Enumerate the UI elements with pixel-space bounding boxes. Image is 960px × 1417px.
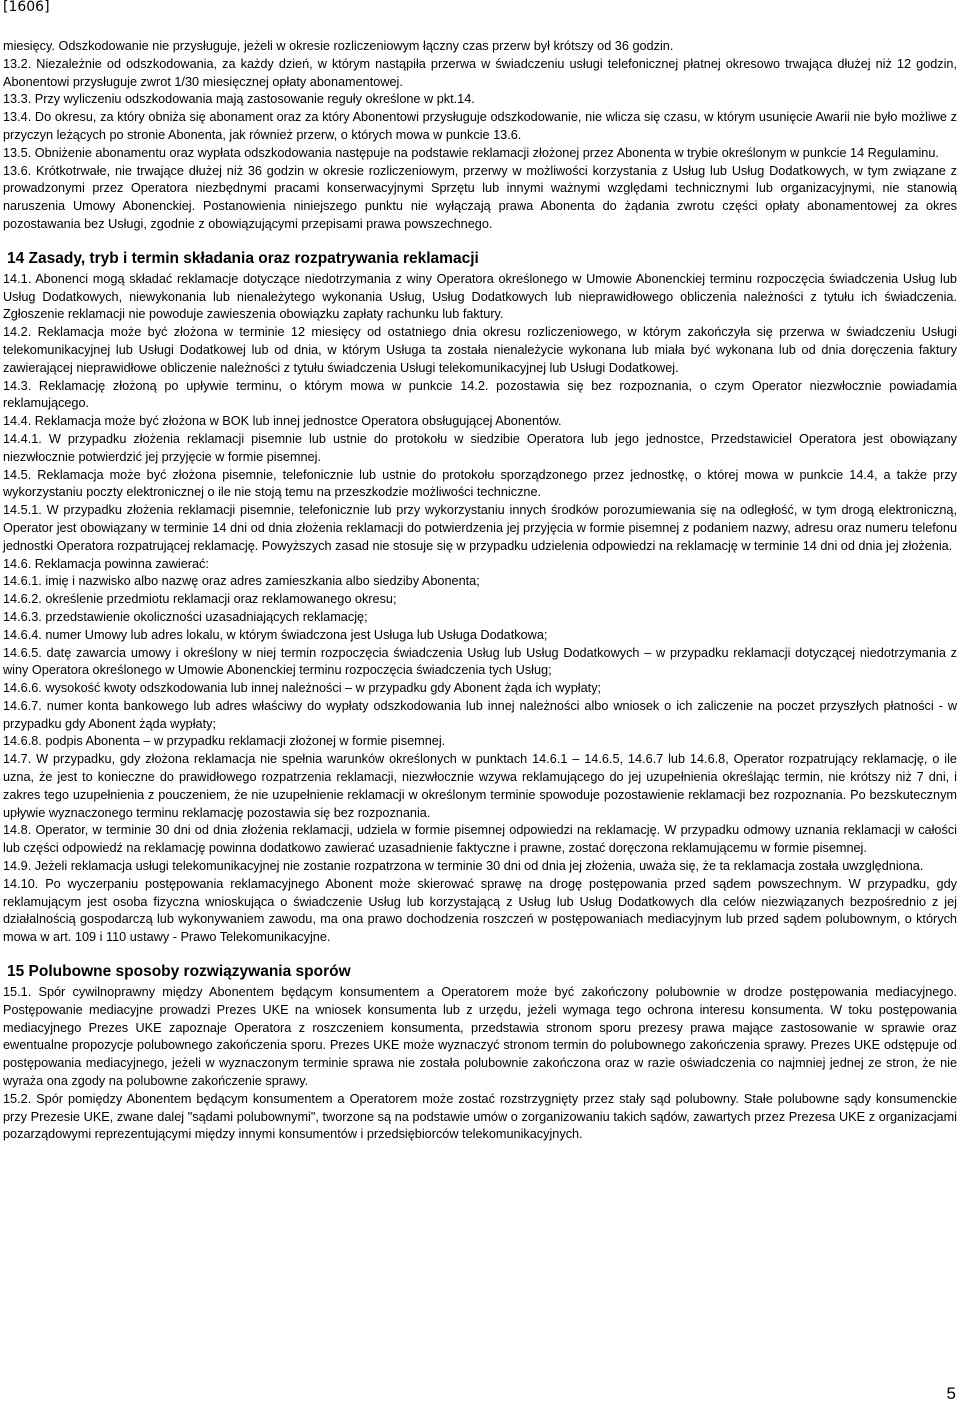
paragraph: 14.8. Operator, w terminie 30 dni od dnia złożenia reklamacji, udziela w formie pisemnej odpowiedzi na reklamację. W przypadku odmowy uznania reklamacji w całości lub części odpowiedź na reklamację powinna dodatkowo zawierać uzasadnienie faktyczne i prawne, zostać doręczona reklamującemu w formie pisemnej.	[3, 823, 957, 856]
page-number: 5	[946, 1384, 956, 1403]
section-heading: 15 Polubowne sposoby rozwiązywania sporów	[7, 963, 351, 981]
paragraph: 14.6. Reklamacja powinna zawierać:	[3, 556, 209, 571]
list-item: 14.6.6. wysokość kwoty odszkodowania lub innej należności – w przypadku gdy Abonent żąda ich wypłaty;	[3, 681, 602, 696]
paragraph: 14.3. Reklamację złożoną po upływie terminu, o którym mowa w punkcie 14.2. pozostawia się bez rozpoznania, o czym Operator niezwłocznie powiadamia reklamującego.	[3, 378, 957, 411]
list-item: 14.6.4. numer Umowy lub adres lokalu, w którym świadczona jest Usługa lub Usługa Dodatkowa;	[3, 627, 548, 642]
list-item: 14.6.7. numer konta bankowego lub adres właściwy do wypłaty odszkodowania lub innej należności albo wniosek o ich zaliczenie na poczet przyszłych płatności - w przypadku gdy Abonent żąda wypłaty;	[3, 698, 957, 731]
paragraph: 14.5.1. W przypadku złożenia reklamacji pisemnie, telefonicznie lub przy wykorzystaniu innych środków porozumiewania się na odległość, w tym drogą elektroniczną, Operator jest obowiązany w terminie 14 dni od dnia złożenia reklamacji do potwierdzenia jej przyjęcia w formie pisemnej z podaniem nazwy, adresu oraz numeru telefonu jednostki Operatora rozpatrującej reklamację. Powyższych zasad nie stosuje się w przypadku udzielenia odpowiedzi na reklamację w terminie 14 dni od dnia jej złożenia.	[3, 503, 957, 553]
paragraph: 13.2. Niezależnie od odszkodowania, za każdy dzień, w którym nastąpiła przerwa w świadczeniu usługi telefonicznej płatnej okresowo trwająca dłużej niż 12 godzin, Abonentowi przysługuje zwrot 1/30 miesięcznej opłaty abonamentowej.	[3, 56, 957, 89]
paragraph: 13.5. Obniżenie abonamentu oraz wypłata odszkodowania następuje na podstawie reklamacji złożonej przez Abonenta w trybie określonym w punkcie 14 Regulaminu.	[3, 145, 939, 160]
paragraph: 14.5. Reklamacja może być złożona pisemnie, telefonicznie lub ustnie do protokołu sporządzonego przez jednostkę, o której mowa w punkcie 14.4, a także przy wykorzystaniu poczty elektronicznej o ile nie stoją temu na przeszkodzie możliwości techniczne.	[3, 467, 957, 500]
paragraph: 14.9. Jeżeli reklamacja usługi telekomunikacyjnej nie zostanie rozpatrzona w terminie 30 dni od dnia jej złożenia, uważa się, że ta reklamacja została uwzględniona.	[3, 859, 924, 874]
list-item: 14.6.3. przedstawienie okoliczności uzasadniających reklamację;	[3, 609, 368, 624]
paragraph: 14.7. W przypadku, gdy złożona reklamacja nie spełnia warunków określonych w punktach 14.6.1 – 14.6.5, 14.6.7 lub 14.6.8, Operator rozpatrujący reklamację, o ile uzna, że jest to konieczne do prawidłowego rozpatrzenia reklamacji, niezwłocznie wzywa reklamującego do jej uzupełnienia określając termin, nie krótszy niż 7 dni, i zakres tego uzupełnienia z pouczeniem, że nie uzupełnienie reklamacji w określonym terminie spowoduje pozostawienie reklamacji bez rozpoznania. Po bezskutecznym upływie wyznaczonego terminu reklamację pozostawia się bez rozpoznania.	[3, 752, 957, 820]
section-heading: 14 Zasady, tryb i termin składania oraz rozpatrywania reklamacji	[7, 249, 479, 267]
list-item: 14.6.8. podpis Abonenta – w przypadku reklamacji złożonej w formie pisemnej.	[3, 734, 446, 749]
paragraph: 14.1. Abonenci mogą składać reklamacje dotyczące niedotrzymania z winy Operatora określonego w Umowie Abonenckiej terminu rozpoczęcia świadczenia Usług lub Usług Dodatkowych, niewykonania lub nienależytego wykonania Usług, Usług Dodatkowych lub nieprawidłowego obliczenia należności z tytułu ich świadczenia. Zgłoszenie reklamacji nie powoduje zawieszenia obowiązku zapłaty rachunku lub faktury.	[3, 271, 957, 322]
paragraph: 13.4. Do okresu, za który obniża się abonament oraz za który Abonentowi przysługuje odszkodowanie, nie wlicza się czasu, w którym usunięcie Awarii nie było możliwe z przyczyn leżących po stronie Abonenta, jak również przerw, o których mowa w punkcie 13.6.	[3, 110, 957, 142]
section-14	[3, 249, 957, 947]
paragraph: 13.3. Przy wyliczeniu odszkodowania mają zastosowanie reguły określone w pkt.14.	[3, 92, 475, 107]
list-item: 14.6.1. imię i nazwisko albo nazwę oraz adres zamieszkania albo siedziby Abonenta;	[3, 574, 480, 589]
paragraph: 15.1. Spór cywilnoprawny między Abonentem będącym konsumentem a Operatorem może być zakończony polubownie w drodze postępowania mediacyjnego. Postępowanie mediacyjne prowadzi Prezes UKE na wniosek konsumenta lub z urzędu, jeżeli wymaga tego ochrona interesu konsumenta. W toku postępowania mediacyjnego Prezes UKE zapoznaje Operatora z roszczeniem konsumenta, przedstawia stronom sporu prezesy prawa mające zastosowanie w sprawie oraz ewentualne propozycje polubownego zakończenia sporu. Prezes UKE może wyznaczyć stronom termin do polubownego zakończenia sprawy. Prezes UKE odstępuje od postępowania mediacyjnego, jeżeli w wyznaczonym terminie sprawa nie została polubownie zakończona oraz w razie oświadczenia co najmniej jednej ze stron, że nie wyraża ona zgody na polubowne zakończenie sprawy.	[3, 985, 957, 1089]
paragraph: 14.2. Reklamacja może być złożona w terminie 12 miesięcy od ostatniego dnia okresu rozliczeniowego, w którym zakończyła się przerwa w świadczeniu Usługi telekomunikacyjnej lub Usługi Dodatkowej lub od dnia, w którym Usługa ta została nienależycie wykonana lub miała być wykonana lub od dnia doręczenia faktury zawierającej nieprawidłowe obliczenie należności z tytułu świadczenia Usługi telekomunikacyjnej lub Usługi Dodatkowej.	[3, 325, 957, 375]
paragraph: 14.4.1. W przypadku złożenia reklamacji pisemnie lub ustnie do protokołu w siedzibie Operatora lub jego jednostce, Przedstawiciel Operatora jest obowiązany niezwłocznie potwierdzić jej przyjęcie w formie pisemnej.	[3, 431, 957, 464]
paragraph: 15.2. Spór pomiędzy Abonentem będącym konsumentem a Operatorem może zostać rozstrzygnięty przez stały sąd polubowny. Stałe polubowne sądy konsumenckie przy Prezesie UKE, zwane dalej "sądami polubownymi", tworzone są na podstawie umów o zorganizowaniu takich sądów, zawartych przez Prezesa UKE z organizacjami pozarządowymi reprezentującymi między innymi konsumentów i przedsiębiorców telekomunikacyjnych.	[3, 1091, 957, 1142]
list-item: 14.6.5. datę zawarcia umowy i określony w niej termin rozpoczęcia świadczenia Usług lub Usług Dodatkowych – w przypadku reklamacji dotyczącej niedotrzymania z winy Operatora określonego w Umowie Abonenckiej terminu rozpoczęcia świadczenia tych Usług;	[3, 645, 957, 678]
section-15	[3, 962, 957, 1144]
paragraph: 14.10. Po wyczerpaniu postępowania reklamacyjnego Abonent może skierować sprawę na drogę postępowania przed sądem powszechnym. W przypadku, gdy reklamującym jest osoba fizyczna wnioskująca o świadczenie Usług lub korzystającą z Usług lub Usług Dodatkowych dla celów niezwiązanych bezpośrednio z jej działalnością gospodarczą lub wykonywaniem zawodu, ma ona prawo dochodzenia roszczeń w postępowaniach mediacyjnym lub przed sądem polubownym, o których mowa w art. 109 i 110 ustawy - Prawo Telekomunikacyjne.	[3, 876, 957, 945]
paragraph: 13.6. Krótkotrwałe, nie trwające dłużej niż 36 godzin w okresie rozliczeniowym, przerwy w możliwości korzystania z Usług lub Usług Dodatkowych, w tym związane z prowadzonymi przez Operatora niezbędnymi pracami konserwacyjnymi Sprzętu lub innymi ważnymi względami technicznymi lub organizacyjnymi, nie stanowią naruszenia Umowy Abonenckiej. Postanowienia niniejszego punktu nie wyłączają prawa Abonenta do żądania zwrotu części opłaty abonamentowej za okres pozostawania bez Usługi, zgodnie z obowiązującymi przepisami prawa powszechnego.	[3, 163, 957, 231]
list-item: 14.6.2. określenie przedmiotu reklamacji oraz reklamowanego okresu;	[3, 592, 397, 607]
page-tag: [1606]	[3, 0, 50, 15]
paragraph: miesięcy. Odszkodowanie nie przysługuje, jeżeli w okresie rozliczeniowym łączny czas przerw był krótszy od 36 godzin.	[3, 39, 674, 53]
section-13-continuation	[3, 38, 957, 234]
document-body	[3, 38, 957, 1144]
paragraph: 14.4. Reklamacja może być złożona w BOK lub innej jednostce Operatora obsługującej Abonentów.	[3, 414, 562, 429]
